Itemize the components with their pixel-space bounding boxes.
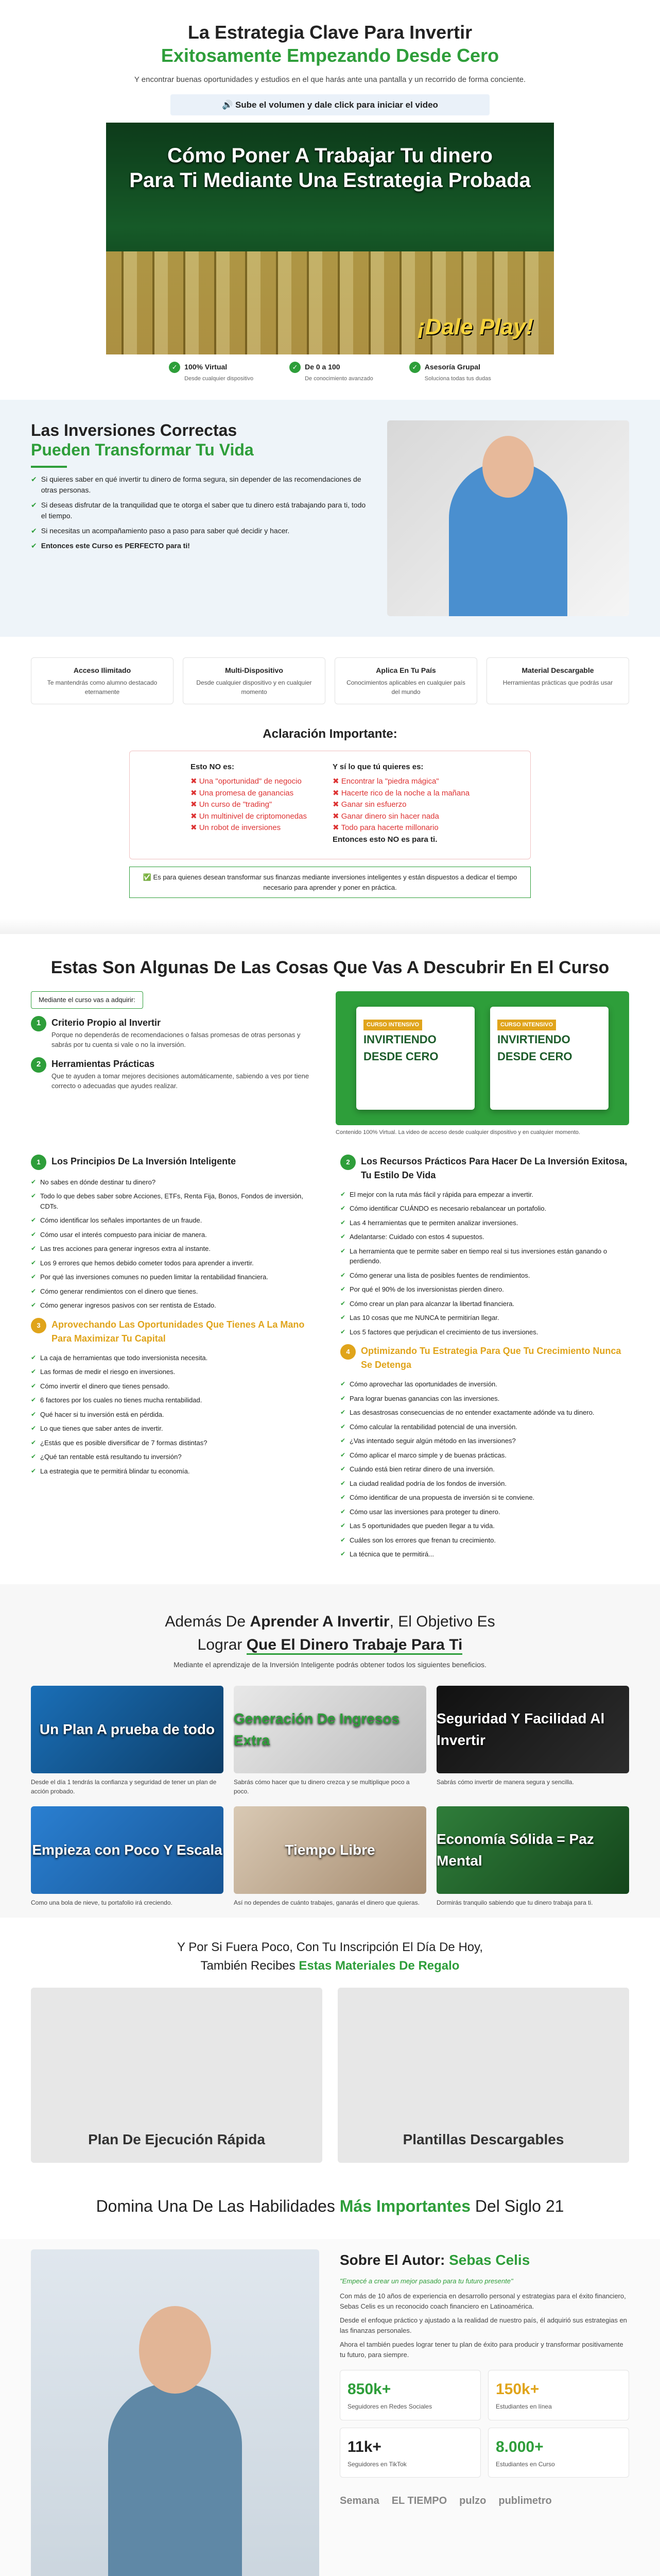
author-stats — [340, 2370, 629, 2478]
hero-subtitle: Y encontrar buenas oportunidades y estudios en el que harás ante una pantalla y un recorrido de forma conciente. — [134, 75, 526, 84]
section-title: Las Inversiones Correctas Pueden Transformar Tu Vida — [31, 420, 254, 459]
learn-pill: Mediante el curso vas a adquirir: — [31, 991, 143, 1009]
bonus-item: Plan De Ejecución Rápida — [31, 1988, 322, 2163]
stat-card: 11k+ Seguidores en TikTok — [340, 2428, 481, 2478]
module-list: ✔ Cómo aprovechar las oportunidades de inversión. ✔ Para lograr buenas ganancias con las inversiones. ✔ Las desastrosas consecuencias de no entender exactamente adónde va tu dinero. ✔ Cómo calcular la rentabilidad potencial de una inversión. ✔ ¿Vas intentado seguir algún método en las inversiones? ✔ Cómo aplicar el marco simple y de buenas prácticas. ✔ Cuándo está bien retirar dinero de una inversión. ✔ La ciudad realidad podría de los fondos de inversión. ✔ Cómo identificar de una propuesta de inversión si te conviene. ✔ Cómo usar las inversiones para proteger tu dinero. ✔ Las 5 oportunidades que pueden llegar a tu vida. ✔ Cuáles son los errores que frenan tu crecimiento. ✔ La técnica que te permitirá... — [340, 1379, 629, 1560]
yes-item: ✖ Ganar dinero sin hacer nada — [332, 811, 439, 821]
list-item: ✔ Si deseas disfrutar de la tranquilidad que te otorga el saber que tu dinero está trabajando para ti, todo el tiempo. — [31, 500, 372, 521]
check-icon: ✓ — [289, 362, 301, 373]
clarification-title: Aclaración Importante: — [263, 726, 397, 741]
bonus-section — [0, 1918, 660, 2183]
list-item: ✔ Entonces este Curso es PERFECTO para ti! — [31, 540, 372, 551]
benefit-card: Material Descargable Herramientas prácticas que podrás usar — [487, 657, 629, 704]
press-logos — [340, 2493, 629, 2509]
video-banner: 🔊 Sube el volumen y dale click para iniciar el video — [170, 94, 490, 116]
learn-module: 1 Los Principios De La Inversión Inteligente — [31, 1155, 320, 1170]
domina-title: Domina Una De Las Habilidades Más Importantes Del Siglo 21 — [96, 2196, 564, 2215]
instructor-photo — [387, 420, 629, 616]
goal-tile: Economía Sólida = Paz Mental Dormirás tranquilo sabiendo que tu dinero trabaja para ti. — [437, 1806, 629, 1907]
video-player[interactable] — [106, 123, 554, 354]
check-icon: ✔ — [31, 501, 37, 510]
clarification-section — [0, 715, 660, 919]
check-icon: ✔ — [31, 541, 37, 550]
learn-module: 3 Aprovechando Las Oportunidades Que Tienes A La Mano Para Maximizar Tu Capital — [31, 1318, 320, 1346]
yes-item: ✖ Hacerte rico de la noche a la mañana — [332, 788, 470, 798]
bonus-item: Plantillas Descargables — [338, 1988, 629, 2163]
yes-item: ✖ Todo para hacerte millonario — [332, 823, 439, 832]
stat-card: 8.000+ Estudiantes en Curso — [488, 2428, 629, 2478]
video-title: Cómo Poner A Trabajar Tu dinero Para Ti Mediante Una Estrategia Probada — [129, 144, 531, 192]
section-divider — [0, 919, 660, 934]
no-item: ✖ Un curso de "trading" — [190, 800, 272, 809]
goal-tile: Empieza con Poco Y Escala Como una bola de nieve, tu portafolio irá creciendo. — [31, 1806, 223, 1907]
learn-section — [0, 934, 660, 1584]
press-logo: pulzo — [459, 2495, 487, 2506]
domina-section — [0, 2183, 660, 2239]
goals-section: Además De Aprender A Invertir, El Objetivo Es Lograr Que El Dinero Trabaje Para Ti Mediante el aprendizaje de la Inversión Inteligente podrás obtener todos los siguientes beneficios. Un Plan A prueba de todo Desde el día 1 tendrás la confianza y seguridad de tener un plan de acción probado. Generación De Ingresos Extra Sabrás cómo hacer que tu dinero crezca y se multiplique poco a poco. Seguridad Y Facilidad Al Invertir Sabrás cómo invertir de manera segura y sencilla. Empieza con Poco Y Escala Como una bola de nieve, tu portafolio irá creciendo. Tiempo Libre Así no dependes de cuánto trabajes, ganarás el dinero que quieras. Economía Sólida = Paz Mental Dormirás tranquilo sabiendo que tu dinero trabaja para ti. — [0, 1584, 660, 1918]
yes-item: ✖ Ganar sin esfuerzo — [332, 800, 407, 809]
check-icon: ✔ — [31, 475, 37, 484]
no-item: ✖ Una "oportunidad" de negocio — [190, 777, 302, 786]
goal-tile: Tiempo Libre Así no dependes de cuánto trabajes, ganarás el dinero que quieras. — [234, 1806, 426, 1907]
correct-investments-section — [0, 400, 660, 637]
play-button[interactable]: ¡Dale Play! — [418, 314, 533, 340]
check-icon: ✓ — [169, 362, 180, 373]
learn-point: 1 Criterio Propio al Invertir Porque no dependerás de recomendaciones o falsas promesas de otras personas y sabrás por tu cuenta si vale o no la inversión. — [31, 1016, 320, 1050]
author-title: Sobre El Autor: Sebas Celis — [340, 2251, 530, 2268]
module-list: ✔ No sabes en dónde destinar tu dinero? ✔ Todo lo que debes saber sobre Acciones, ETFs, Renta Fija, Bonos, Fondos de inversión, CDTs. ✔ Cómo identificar los señales importantes de un fraude. ✔ Cómo usar el interés compuesto para iniciar de manera. ✔ Las tres acciones para generar ingresos extra al instante. ✔ Los 9 errores que hemos debido cometer todos para aprender a invertir. ✔ Por qué las inversiones comunes no pueden limitar la rentabilidad financiera. ✔ Cómo generar rendimientos con el dinero que tienes. ✔ Cómo generar ingresos pasivos con ser rentista de Estado. — [31, 1177, 320, 1311]
hero-title: La Estrategia Clave Para Invertir Exitosamente Empezando Desde Cero — [161, 22, 499, 66]
check-icon: ✔ — [31, 527, 37, 535]
author-section: Sobre El Autor: Sebas Celis "Empecé a crear un mejor pasado para tu futuro presente" Con más de 10 años de experiencia en desarrollo personal y estrategias para el éxito financiero, Sebas Celis es un reconocido coach financiero en Latinoamérica. Desde el enfoque práctico y ajustado a la realidad de nuestro país, él adquirió sus estrategias en las finanzas personales. Ahora el también puedes lograr tener tu plan de éxito para producir y transformar positivamente tu futuro, para siempre. 850k+ Seguidores en Redes Sociales 150k+ Estudiantes en línea 11k+ Seguidores en TikTok 8.000+ Estudiantes en Curso Semana EL TIEMPO pulzo publimetro — [0, 2239, 660, 2576]
clarification-box: Esto NO es: ✖ Una "oportunidad" de negocio ✖ Una promesa de ganancias ✖ Un curso de "trading" ✖ Un multinivel de criptomonedas ✖ Un robot de inversiones Y sí lo que tú quieres es: ✖ Encontrar la "piedra mágica" ✖ Hacerte rico de la noche a la mañana ✖ Ganar sin esfuerzo ✖ Ganar dinero sin hacer nada ✖ Todo para hacerte millonario Entonces esto NO es para ti. — [129, 751, 531, 860]
feature-item: ✓ 100% Virtual Desde cualquier dispositivo — [169, 362, 253, 384]
goal-tiles — [31, 1686, 629, 1907]
divider — [31, 466, 67, 468]
no-item: ✖ Una promesa de ganancias — [190, 788, 294, 798]
check-icon: ✓ — [409, 362, 421, 373]
learn-module: 2 Los Recursos Prácticos Para Hacer De La Inversión Exitosa, Tu Estilo De Vida — [340, 1155, 629, 1182]
hero-section — [0, 0, 660, 400]
learn-title: Estas Son Algunas De Las Cosas Que Vas A Descubrir En El Curso — [50, 958, 610, 977]
course-books-image: CURSO INTENSIVO INVIRTIENDO DESDE CERO CURSO INTENSIVO INVIRTIENDO DESDE CERO — [336, 991, 629, 1125]
press-logo: EL TIEMPO — [391, 2495, 447, 2506]
book-caption: Contenido 100% Virtual. La video de acceso desde cualquier dispositivo y en cualquier momento. — [336, 1129, 580, 1136]
author-quote: "Empecé a crear un mejor pasado para tu futuro presente" — [340, 2277, 513, 2285]
stat-card: 150k+ Estudiantes en línea — [488, 2370, 629, 2420]
benefit-card: Acceso Ilimitado Te mantendrás como alumno destacado eternamente — [31, 657, 173, 704]
learn-point: 2 Herramientas Prácticas Que te ayuden a tomar mejores decisiones automáticamente, sabiendo a ves por tiene correcto o adecuadas que ayudes realizar. — [31, 1057, 320, 1091]
author-photo — [31, 2249, 319, 2576]
module-list: ✔ El mejor con la ruta más fácil y rápida para empezar a invertir. ✔ Cómo identificar CUÁNDO es necesario rebalancear un portafolio. ✔ Las 4 herramientas que te permiten analizar inversiones. ✔ Adelantarse: Cuidado con estos 4 supuestos. ✔ La herramienta que te permite saber en tiempo real si tus inversiones están ganando o perdiendo. ✔ Cómo generar una lista de posibles fuentes de rendimientos. ✔ Por qué el 90% de los inversionistas pierden dinero. ✔ Cómo crear un plan para alcanzar la libertad financiera. ✔ Las 10 cosas que me NUNCA te permitirían llegar. ✔ Los 5 factores que perjudican el crecimiento de tus inversiones. — [340, 1190, 629, 1337]
stat-card: 850k+ Seguidores en Redes Sociales — [340, 2370, 481, 2420]
goals-title: Además De Aprender A Invertir, El Objetivo Es Lograr Que El Dinero Trabaje Para Ti — [31, 1610, 629, 1656]
yes-item: ✖ Encontrar la "piedra mágica" — [332, 777, 439, 786]
benefit-cards — [0, 637, 660, 715]
feature-item: ✓ Asesoría Grupal Soluciona todas tus dudas — [409, 362, 491, 384]
no-item: ✖ Un multinivel de criptomonedas — [190, 811, 307, 821]
no-item: ✖ Un robot de inversiones — [190, 823, 281, 832]
learn-module: 4 Optimizando Tu Estrategia Para Que Tu Crecimiento Nunca Se Detenga — [340, 1344, 629, 1372]
module-list: ✔ La caja de herramientas que todo inversionista necesita. ✔ Las formas de medir el riesgo en inversiones. ✔ Cómo invertir el dinero que tienes pensado. ✔ 6 factores por los cuales no tienes mucha rentabilidad. ✔ Qué hacer si tu inversión está en pérdida. ✔ Lo que tienes que saber antes de invertir. ✔ ¿Estás que es posible diversificar de 7 formas distintas? ✔ ¿Qué tan rentable está resultando tu inversión? ✔ La estrategia que te permitirá blindar tu economía. — [31, 1353, 320, 1477]
list-item: ✔ Si necesitas un acompañamiento paso a paso para saber qué decidir y hacer. — [31, 526, 372, 536]
list-item: ✔ Si quieres saber en qué invertir tu dinero de forma segura, sin depender de las recomendaciones de otras personas. — [31, 474, 372, 496]
goal-tile: Seguridad Y Facilidad Al Invertir Sabrás cómo invertir de manera segura y sencilla. — [437, 1686, 629, 1796]
goal-tile: Un Plan A prueba de todo Desde el día 1 tendrás la confianza y seguridad de tener un plan de acción probado. — [31, 1686, 223, 1796]
bonus-title: Y Por Si Fuera Poco, Con Tu Inscripción El Día De Hoy, También Recibes Estas Materiales De Regalo — [177, 1940, 483, 1973]
goal-tile: Generación De Ingresos Extra Sabrás cómo hacer que tu dinero crezca y se multiplique poco a poco. — [234, 1686, 426, 1796]
benefit-card: Multi-Dispositivo Desde cualquier dispositivo y en cualquier momento — [183, 657, 325, 704]
feature-item: ✓ De 0 a 100 De conocimiento avanzado — [289, 362, 373, 384]
clarification-note: ✅ Es para quienes desean transformar sus finanzas mediante inversiones inteligentes y están dispuestos a dedicar el tiempo necesario para aprender y poner en práctica. — [129, 867, 531, 898]
benefit-card: Aplica En Tu País Conocimientos aplicables en cualquier país del mundo — [335, 657, 477, 704]
press-logo: Semana — [340, 2495, 379, 2506]
press-logo: publimetro — [498, 2495, 552, 2506]
feature-list — [103, 362, 557, 384]
